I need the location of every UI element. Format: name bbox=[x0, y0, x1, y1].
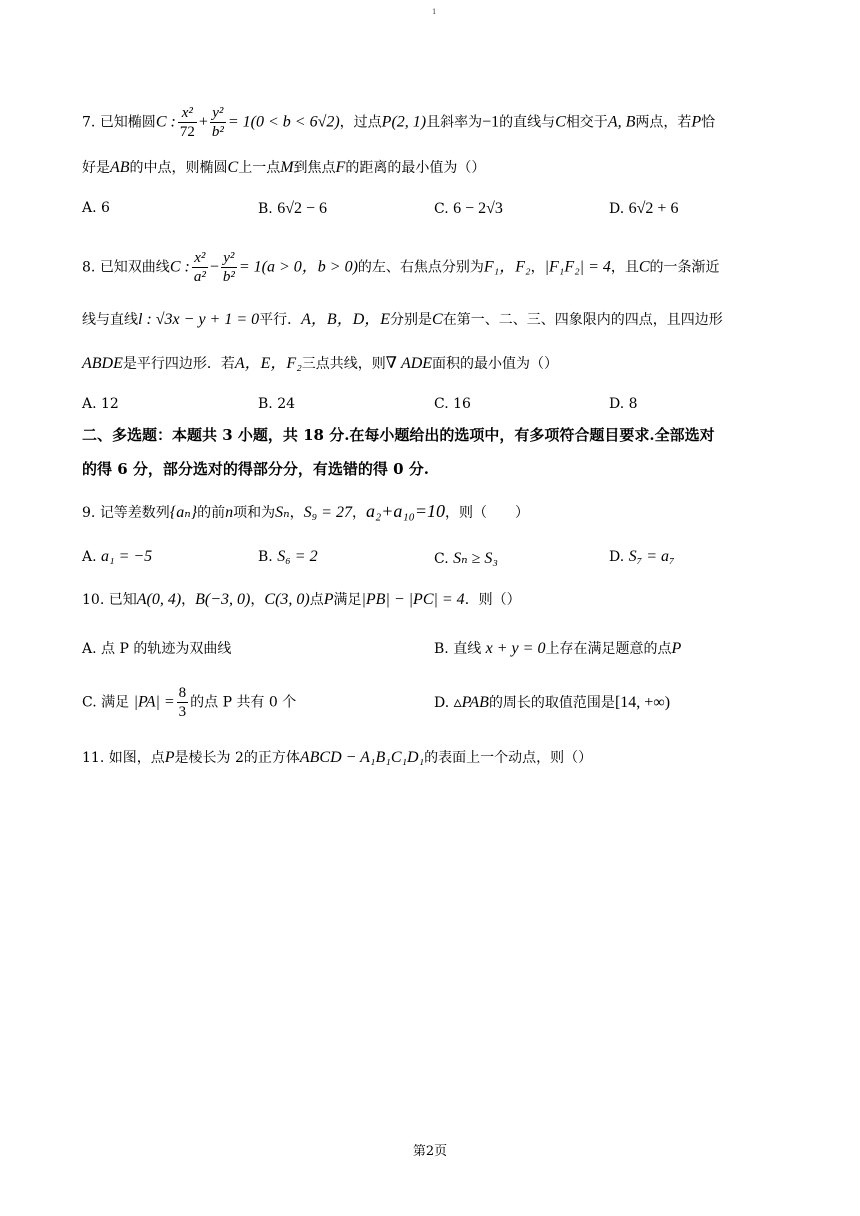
section-heading: 二、多选题：本题共 3 小题，共 18 分.在每小题给出的选项中，有多项符合题目要求.全部选对 bbox=[82, 426, 715, 444]
question-11: 11. 如图，点P是棱长为 2的正方体ABCD − A₁B₁C₁D₁的表面上一个动点，则（） bbox=[82, 749, 593, 766]
q9-option-c[interactable]: C. Sₙ ≥ S₃ bbox=[434, 550, 498, 567]
q7-option-a[interactable]: A. 6 bbox=[82, 200, 110, 216]
q7-option-c[interactable]: C. 6 − 2√3 bbox=[434, 200, 503, 217]
fraction: $\frac{\text{x²}}{72}$ bbox=[179, 105, 195, 140]
question-number: 10. bbox=[82, 592, 105, 608]
q9-option-a[interactable]: A. a₁ = −5 bbox=[82, 548, 153, 565]
question-9: 9. 记等差数列{aₙ}的前n项和为Sₙ，S₉ = 27，a₂+a₁₀=10，则（ ） bbox=[82, 501, 530, 521]
section-heading-line-2: 的得 6 分，部分选对的得部分分，有选错的得 0 分. bbox=[82, 460, 429, 478]
fraction: $\frac{\text{y²}}{\text{b²}}$ bbox=[211, 105, 224, 140]
q8-option-c[interactable]: C. 16 bbox=[434, 396, 471, 412]
question-7-line-1: 7. 已知椭圆C : $\frac{\text{x²}}{72}$ + $\frac{\text{y²}}{\text{b²}}$ = 1(0 < b < 6√2)，过点P(2, 1)且斜率为−1的直线与C相交于A, B两点，若P恰 bbox=[82, 105, 716, 140]
q7-option-d[interactable]: D. 6√2 + 6 bbox=[609, 200, 679, 217]
q10-option-b[interactable]: B. 直线 x + y = 0上存在满足题意的点P bbox=[434, 640, 682, 657]
question-number: 9. bbox=[82, 505, 96, 521]
q10-option-c[interactable]: C. 满足 |PA| = $\frac{8}{3}$ 的点 P 共有 0 个 bbox=[82, 685, 297, 720]
q7-option-b[interactable]: B. 6√2 − 6 bbox=[258, 200, 328, 217]
question-10: 10. 已知A(0, 4)，B(−3, 0)，C(3, 0)点P满足|PB| − |PC| = 4．则（） bbox=[82, 591, 521, 608]
q8-option-d[interactable]: D. 8 bbox=[609, 396, 638, 412]
q10-option-a[interactable]: A. 点 P 的轨迹为双曲线 bbox=[82, 641, 232, 657]
question-8-line-1: 8. 已知双曲线C : $\frac{\text{x²}}{\text{a²}}$ − $\frac{\text{y²}}{\text{b²}}$ = 1(a > 0，b > 0)的左、右焦点分别为F₁，F₂，|F₁F₂| = 4，且C的一条渐近 bbox=[82, 250, 720, 285]
q9-option-b[interactable]: B. S₆ = 2 bbox=[258, 548, 318, 565]
question-7-line-2: 好是AB的中点，则椭圆C上一点M到焦点F的距离的最小值为（） bbox=[82, 159, 486, 176]
fraction: $\frac{\text{x²}}{\text{a²}}$ bbox=[193, 250, 206, 285]
page-mark: 1 bbox=[432, 8, 437, 16]
fraction: $\frac{8}{3}$ bbox=[178, 685, 187, 720]
question-8-line-2: 线与直线l : √3x − y + 1 = 0平行．A，B，D，E分别是C在第一、二、三、四象限内的四点，且四边形 bbox=[82, 311, 723, 328]
page-footer: 第2页 bbox=[412, 1144, 448, 1159]
q8-option-b[interactable]: B. 24 bbox=[258, 396, 296, 412]
question-number: 7. bbox=[82, 114, 96, 131]
question-number: 11. bbox=[82, 750, 105, 766]
q10-option-d[interactable]: D. ▵PAB的周长的取值范围是[14, +∞) bbox=[434, 694, 671, 711]
question-number: 8. bbox=[82, 259, 96, 276]
question-8-line-3: ABDE是平行四边形．若A，E，F₂三点共线，则∇ ADE面积的最小值为（） bbox=[82, 355, 559, 372]
q9-option-d[interactable]: D. S₇ = a₇ bbox=[609, 548, 675, 565]
fraction: $\frac{\text{y²}}{\text{b²}}$ bbox=[222, 250, 235, 285]
q8-option-a[interactable]: A. 12 bbox=[82, 396, 119, 412]
